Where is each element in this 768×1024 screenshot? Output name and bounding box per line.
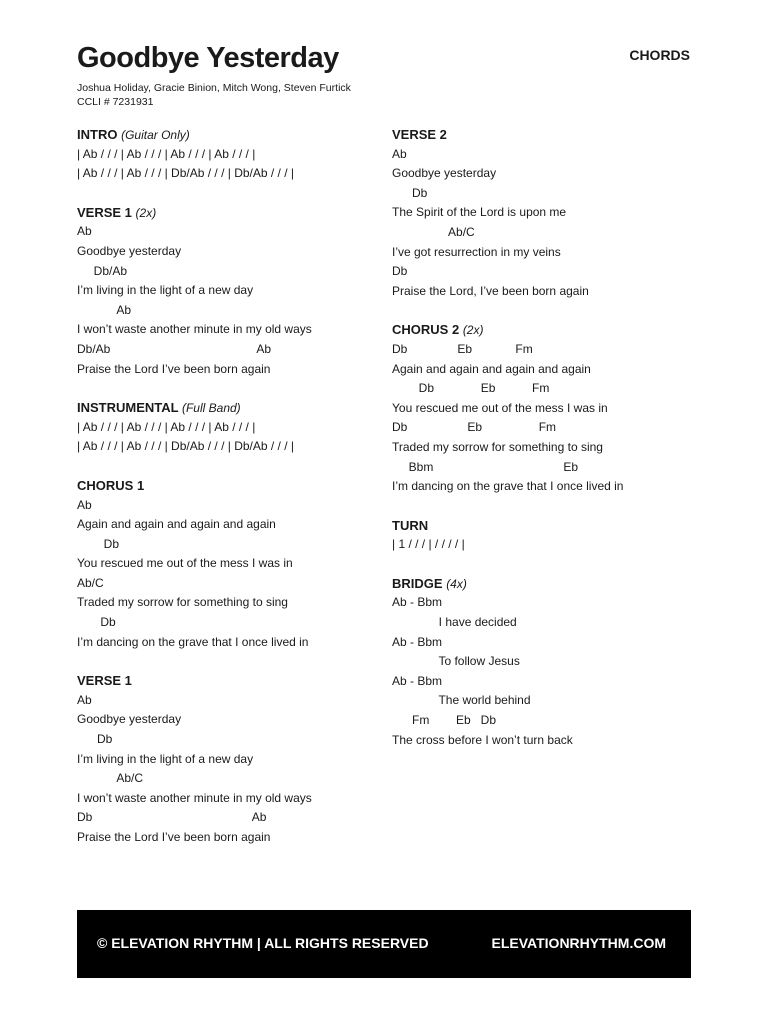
- section-heading: [392, 125, 692, 145]
- section-title: INSTRUMENTAL: [77, 400, 179, 416]
- chord-line: Db/Ab: [77, 263, 128, 278]
- song-section: [77, 398, 377, 457]
- section-heading: [77, 203, 377, 223]
- song-section: [77, 125, 377, 184]
- song-authors: Joshua Holiday, Gracie Binion, Mitch Wong, Steven Furtick: [77, 82, 351, 94]
- lyric-line: I’m living in the light of a new day: [77, 283, 254, 298]
- lyric-line: Goodbye yesterday: [77, 243, 182, 258]
- lyric-line: Again and again and again and again: [77, 517, 276, 532]
- section-title: VERSE 1: [77, 204, 132, 220]
- lyric-line: Praise the Lord I’ve been born again: [77, 830, 271, 844]
- chord-line: Ab - Bbm: [392, 673, 443, 688]
- chord-line: Ab: [77, 497, 92, 512]
- lyric-line: Traded my sorrow for something to sing: [77, 595, 288, 610]
- section-heading: [77, 125, 377, 145]
- song-section: [77, 476, 377, 652]
- section-title: TURN: [392, 517, 429, 533]
- chord-line: Fm Eb Db: [392, 713, 497, 728]
- lyric-line: Praise the Lord I’ve been born again: [77, 361, 271, 376]
- chord-line: Ab: [77, 224, 92, 239]
- chord-line: Db: [392, 264, 408, 279]
- song-section: [392, 320, 692, 496]
- song-section: [77, 671, 377, 847]
- lyric-line: I won’t waste another minute in my old ways: [77, 322, 312, 337]
- lyric-line: Again and again and again and again: [392, 361, 591, 376]
- lyric-line: I’ve got resurrection in my veins: [392, 244, 561, 259]
- section-note: (Guitar Only): [121, 128, 190, 142]
- chord-line: | Ab / / / | Ab / / / | Db/Ab / / / | Db/Ab / / / |: [77, 166, 295, 181]
- lyric-line: Goodbye yesterday: [77, 712, 182, 727]
- section-heading: [77, 671, 377, 691]
- chord-line: Ab: [77, 302, 132, 317]
- chord-line: Db: [392, 185, 428, 200]
- chord-line: Ab/C: [77, 771, 144, 786]
- chord-line: Db Eb Fm: [392, 420, 557, 435]
- chord-line: Ab - Bbm: [392, 634, 443, 649]
- section-note: (2x): [135, 205, 157, 220]
- chord-line: Ab - Bbm: [392, 595, 443, 610]
- chord-line: Db Eb Fm: [392, 381, 550, 396]
- section-heading: [392, 320, 692, 340]
- lyric-line: The cross before I won’t turn back: [392, 732, 573, 747]
- song-section: [392, 516, 692, 555]
- section-note: (Full Band): [181, 401, 241, 416]
- song-section: [392, 574, 692, 750]
- lyric-line: The world behind: [392, 693, 531, 708]
- chord-line: | Ab / / / | Ab / / / | Db/Ab / / / | Db/Ab / / / |: [77, 439, 295, 454]
- song-title: Goodbye Yesterday: [77, 42, 339, 74]
- lyric-line: To follow Jesus: [392, 654, 520, 669]
- right-column: [392, 125, 692, 769]
- ccli-number: CCLI # 7231931: [77, 96, 154, 108]
- chord-line: Db/Ab Ab: [77, 341, 272, 356]
- copyright-text: © ELEVATION RHYTHM | ALL RIGHTS RESERVED: [97, 935, 429, 951]
- lyric-line: I’m dancing on the grave that I once lived in: [392, 479, 624, 494]
- section-note: (2x): [462, 323, 484, 338]
- song-section: [392, 125, 692, 301]
- lyric-line: Goodbye yesterday: [392, 166, 497, 181]
- lyric-line: Praise the Lord, I’ve been born again: [392, 283, 589, 298]
- section-title: VERSE 1: [77, 673, 132, 689]
- left-column: [77, 125, 377, 867]
- chord-line: Ab/C: [77, 575, 104, 590]
- lyric-line: The Spirit of the Lord is upon me: [392, 205, 567, 220]
- footer-bar: [77, 910, 691, 978]
- lyric-line: You rescued me out of the mess I was in: [77, 556, 293, 571]
- chord-line: Ab: [392, 146, 407, 161]
- chord-line: Db: [77, 615, 116, 630]
- chord-line: | Ab / / / | Ab / / / | Ab / / / | Ab / / / |: [77, 146, 256, 161]
- lyric-line: I’m living in the light of a new day: [77, 751, 254, 766]
- lyric-line: I won’t waste another minute in my old ways: [77, 790, 312, 805]
- song-section: [77, 203, 377, 379]
- lyric-line: I’m dancing on the grave that I once lived in: [77, 634, 309, 649]
- section-title: INTRO: [77, 127, 118, 142]
- chord-line: Ab/C: [392, 224, 475, 239]
- lyric-line: Traded my sorrow for something to sing: [392, 439, 603, 454]
- chords-badge: CHORDS: [629, 47, 690, 63]
- chord-line: Db: [77, 536, 120, 551]
- section-heading: [77, 398, 377, 418]
- chord-line: Db Eb Fm: [392, 341, 533, 356]
- chord-line: | 1 / / / | / / / / |: [392, 537, 465, 552]
- website-link[interactable]: ELEVATIONRHYTHM.COM: [491, 935, 666, 951]
- section-note: (4x): [446, 576, 467, 591]
- section-title: CHORUS 2: [392, 322, 460, 338]
- chord-line: Db Ab: [77, 810, 267, 825]
- chord-line: Ab: [77, 692, 92, 707]
- section-heading: [77, 476, 377, 496]
- lyric-line: I have decided: [392, 615, 517, 630]
- section-title: BRIDGE: [392, 575, 443, 591]
- section-title: VERSE 2: [392, 127, 447, 142]
- chord-line: Db: [77, 732, 113, 747]
- chord-line: Bbm Eb: [392, 459, 579, 474]
- section-heading: [392, 574, 692, 594]
- chord-line: | Ab / / / | Ab / / / | Ab / / / | Ab / / / |: [77, 419, 256, 434]
- section-title: CHORUS 1: [77, 477, 145, 493]
- lyric-line: You rescued me out of the mess I was in: [392, 400, 608, 415]
- section-heading: [392, 516, 692, 536]
